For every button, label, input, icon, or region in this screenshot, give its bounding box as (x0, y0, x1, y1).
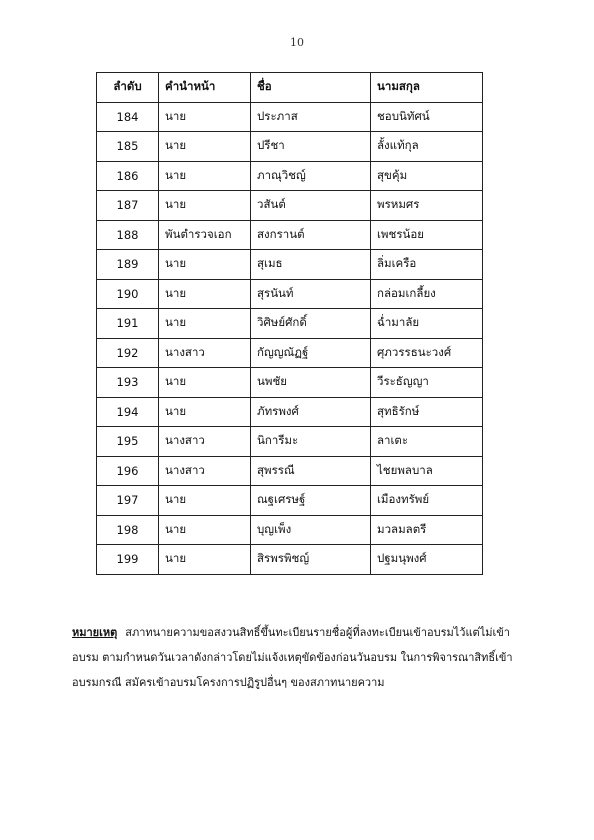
cell-order: 196 (97, 456, 159, 486)
cell-order: 189 (97, 250, 159, 280)
cell-order: 193 (97, 368, 159, 398)
cell-last-name: กล่อมเกลี้ยง (371, 279, 483, 309)
cell-order: 185 (97, 132, 159, 162)
table-row (97, 456, 483, 486)
cell-last-name: ลิ่มเครือ (371, 250, 483, 280)
cell-first-name: ภาณุวิชญ์ (251, 161, 371, 191)
cell-title: นาย (159, 545, 251, 575)
cell-title: นาย (159, 132, 251, 162)
cell-first-name: ณฐเศรษฐ์ (251, 486, 371, 516)
cell-title: นางสาว (159, 456, 251, 486)
table-row (97, 220, 483, 250)
table-row (97, 309, 483, 339)
table-row (97, 338, 483, 368)
table-row (97, 515, 483, 545)
cell-title: นาย (159, 515, 251, 545)
cell-title: นาย (159, 486, 251, 516)
table-row (97, 161, 483, 191)
cell-first-name: นิการีมะ (251, 427, 371, 457)
cell-last-name: ลาเตะ (371, 427, 483, 457)
cell-order: 184 (97, 102, 159, 132)
cell-title: นาย (159, 397, 251, 427)
cell-title: นาย (159, 309, 251, 339)
table-row (97, 545, 483, 575)
cell-last-name: ไชยพลบาล (371, 456, 483, 486)
cell-first-name: สิรพรพิชญ์ (251, 545, 371, 575)
cell-last-name: ศุภวรรธนะวงศ์ (371, 338, 483, 368)
cell-order: 194 (97, 397, 159, 427)
cell-first-name: วิศิษย์ศักดิ์ (251, 309, 371, 339)
cell-order: 199 (97, 545, 159, 575)
cell-last-name: เพชรน้อย (371, 220, 483, 250)
remark-label: หมายเหตุ (72, 626, 118, 639)
remark (72, 620, 528, 695)
cell-order: 195 (97, 427, 159, 457)
table-row (97, 279, 483, 309)
header-title: คำนำหน้า (159, 73, 251, 103)
table-row (97, 397, 483, 427)
roster-table (96, 72, 483, 575)
table-row (97, 368, 483, 398)
cell-first-name: บุญเพ็ง (251, 515, 371, 545)
header-order: ลำดับ (97, 73, 159, 103)
table-body (97, 102, 483, 574)
cell-first-name: สงกรานต์ (251, 220, 371, 250)
cell-last-name: วีระธัญญา (371, 368, 483, 398)
cell-last-name: ลั้งแท้กุล (371, 132, 483, 162)
cell-first-name: สุพรรณี (251, 456, 371, 486)
cell-order: 186 (97, 161, 159, 191)
table-row (97, 102, 483, 132)
table-row (97, 132, 483, 162)
header-first-name: ชื่อ (251, 73, 371, 103)
cell-last-name: พรหมศร (371, 191, 483, 221)
cell-title: นาย (159, 368, 251, 398)
cell-last-name: ชอบนิทัศน์ (371, 102, 483, 132)
table-row (97, 486, 483, 516)
cell-first-name: สุรนันท์ (251, 279, 371, 309)
cell-order: 190 (97, 279, 159, 309)
cell-title: นาย (159, 191, 251, 221)
cell-title: นาย (159, 161, 251, 191)
cell-first-name: นพชัย (251, 368, 371, 398)
cell-order: 188 (97, 220, 159, 250)
cell-first-name: สุเมธ (251, 250, 371, 280)
cell-last-name: มวลมลตรี (371, 515, 483, 545)
cell-order: 197 (97, 486, 159, 516)
cell-first-name: ปรีชา (251, 132, 371, 162)
cell-last-name: ปฐมนุพงศ์ (371, 545, 483, 575)
cell-title: นาย (159, 279, 251, 309)
table-row (97, 250, 483, 280)
cell-title: นาย (159, 250, 251, 280)
remark-text: สภาทนายความขอสงวนสิทธิ์ขึ้นทะเบียนรายชื่อผู้ที่ลงทะเบียนเข้าอบรมไว้แต่ไม่เข้าอบรม ตามกำหนดวันเวลาดังกล่าวโดยไม่แจ้งเหตุขัดข้องก่อนวันอบรม ในการพิจารณาสิทธิ์เข้าอบรมกรณี สมัครเข้าอบรมโครงการปฏิรูปอื่นๆ ของสภาทนายความ (72, 626, 513, 689)
cell-title: นางสาว (159, 338, 251, 368)
cell-last-name: สุทธิรักษ์ (371, 397, 483, 427)
cell-order: 191 (97, 309, 159, 339)
cell-last-name: สุขคุ้ม (371, 161, 483, 191)
cell-first-name: วสันต์ (251, 191, 371, 221)
cell-last-name: ฉ่ำมาลัย (371, 309, 483, 339)
table-row (97, 427, 483, 457)
cell-first-name: กัญญณัฏฐ์ (251, 338, 371, 368)
cell-order: 192 (97, 338, 159, 368)
table-row (97, 191, 483, 221)
cell-first-name: ประภาส (251, 102, 371, 132)
cell-last-name: เมืองทรัพย์ (371, 486, 483, 516)
cell-title: นาย (159, 102, 251, 132)
table-header-row (97, 73, 483, 103)
cell-title: พันตำรวจเอก (159, 220, 251, 250)
cell-title: นางสาว (159, 427, 251, 457)
cell-order: 198 (97, 515, 159, 545)
cell-order: 187 (97, 191, 159, 221)
header-last-name: นามสกุล (371, 73, 483, 103)
page-number: 10 (290, 36, 304, 49)
cell-first-name: ภัทรพงศ์ (251, 397, 371, 427)
